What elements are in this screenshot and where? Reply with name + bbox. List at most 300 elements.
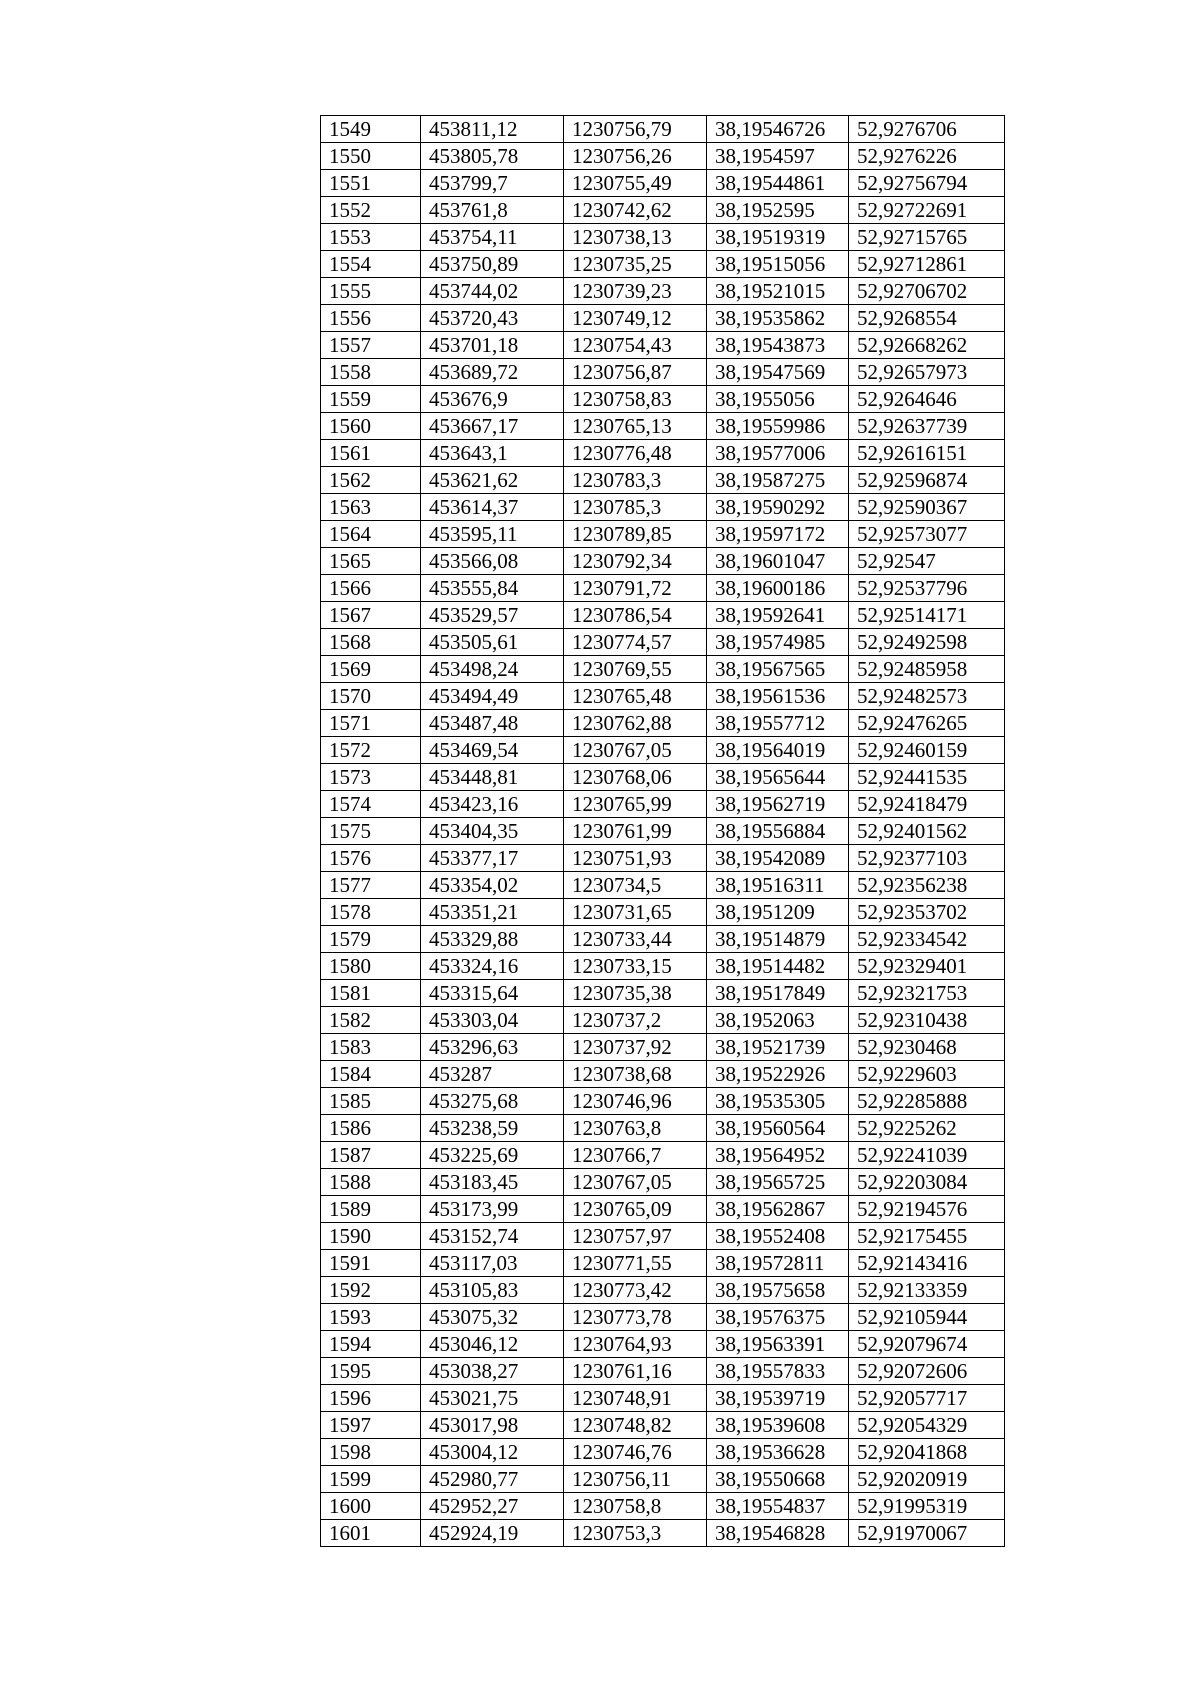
x-coordinate-cell: 453744,02 (421, 278, 564, 305)
longitude-cell: 38,19514879 (707, 926, 849, 953)
table-row (321, 440, 1005, 467)
latitude-cell: 52,92706702 (849, 278, 1005, 305)
point-number-cell: 1583 (321, 1034, 421, 1061)
point-number-cell: 1566 (321, 575, 421, 602)
table-row (321, 143, 1005, 170)
point-number-cell: 1557 (321, 332, 421, 359)
longitude-cell: 38,19557833 (707, 1358, 849, 1385)
longitude-cell: 38,19601047 (707, 548, 849, 575)
latitude-cell: 52,92133359 (849, 1277, 1005, 1304)
point-number-cell: 1594 (321, 1331, 421, 1358)
longitude-cell: 38,19544861 (707, 170, 849, 197)
y-coordinate-cell: 1230734,5 (564, 872, 707, 899)
y-coordinate-cell: 1230748,91 (564, 1385, 707, 1412)
x-coordinate-cell: 453720,43 (421, 305, 564, 332)
y-coordinate-cell: 1230739,23 (564, 278, 707, 305)
latitude-cell: 52,92482573 (849, 683, 1005, 710)
x-coordinate-cell: 453173,99 (421, 1196, 564, 1223)
longitude-cell: 38,19546828 (707, 1520, 849, 1547)
x-coordinate-cell: 453701,18 (421, 332, 564, 359)
table-row (321, 1223, 1005, 1250)
longitude-cell: 38,19557712 (707, 710, 849, 737)
latitude-cell: 52,9229603 (849, 1061, 1005, 1088)
table-row (321, 1412, 1005, 1439)
table-row (321, 1520, 1005, 1547)
longitude-cell: 38,19574985 (707, 629, 849, 656)
x-coordinate-cell: 453075,32 (421, 1304, 564, 1331)
y-coordinate-cell: 1230753,3 (564, 1520, 707, 1547)
latitude-cell: 52,92637739 (849, 413, 1005, 440)
table-row (321, 710, 1005, 737)
x-coordinate-cell: 453555,84 (421, 575, 564, 602)
point-number-cell: 1559 (321, 386, 421, 413)
point-number-cell: 1565 (321, 548, 421, 575)
latitude-cell: 52,92057717 (849, 1385, 1005, 1412)
table-row (321, 1385, 1005, 1412)
longitude-cell: 38,1951209 (707, 899, 849, 926)
table-row (321, 332, 1005, 359)
x-coordinate-cell: 453469,54 (421, 737, 564, 764)
x-coordinate-cell: 453303,04 (421, 1007, 564, 1034)
y-coordinate-cell: 1230758,83 (564, 386, 707, 413)
latitude-cell: 52,92596874 (849, 467, 1005, 494)
y-coordinate-cell: 1230765,09 (564, 1196, 707, 1223)
latitude-cell: 52,92241039 (849, 1142, 1005, 1169)
point-number-cell: 1562 (321, 467, 421, 494)
y-coordinate-cell: 1230731,65 (564, 899, 707, 926)
latitude-cell: 52,92492598 (849, 629, 1005, 656)
table-row (321, 953, 1005, 980)
latitude-cell: 52,92485958 (849, 656, 1005, 683)
x-coordinate-cell: 453377,17 (421, 845, 564, 872)
table-row (321, 521, 1005, 548)
point-number-cell: 1579 (321, 926, 421, 953)
longitude-cell: 38,19564019 (707, 737, 849, 764)
x-coordinate-cell: 452952,27 (421, 1493, 564, 1520)
table-row (321, 575, 1005, 602)
x-coordinate-cell: 453324,16 (421, 953, 564, 980)
y-coordinate-cell: 1230733,44 (564, 926, 707, 953)
table-row (321, 764, 1005, 791)
longitude-cell: 38,19539608 (707, 1412, 849, 1439)
longitude-cell: 38,19577006 (707, 440, 849, 467)
longitude-cell: 38,19516311 (707, 872, 849, 899)
longitude-cell: 38,1954597 (707, 143, 849, 170)
table-row (321, 1142, 1005, 1169)
longitude-cell: 38,1955056 (707, 386, 849, 413)
latitude-cell: 52,92712861 (849, 251, 1005, 278)
longitude-cell: 38,19572811 (707, 1250, 849, 1277)
y-coordinate-cell: 1230746,96 (564, 1088, 707, 1115)
point-number-cell: 1567 (321, 602, 421, 629)
y-coordinate-cell: 1230765,99 (564, 791, 707, 818)
point-number-cell: 1581 (321, 980, 421, 1007)
latitude-cell: 52,92418479 (849, 791, 1005, 818)
x-coordinate-cell: 453498,24 (421, 656, 564, 683)
latitude-cell: 52,92329401 (849, 953, 1005, 980)
x-coordinate-cell: 453448,81 (421, 764, 564, 791)
y-coordinate-cell: 1230761,99 (564, 818, 707, 845)
longitude-cell: 38,19600186 (707, 575, 849, 602)
y-coordinate-cell: 1230773,42 (564, 1277, 707, 1304)
latitude-cell: 52,92105944 (849, 1304, 1005, 1331)
longitude-cell: 38,19561536 (707, 683, 849, 710)
table-row (321, 1007, 1005, 1034)
point-number-cell: 1592 (321, 1277, 421, 1304)
latitude-cell: 52,9225262 (849, 1115, 1005, 1142)
y-coordinate-cell: 1230746,76 (564, 1439, 707, 1466)
point-number-cell: 1600 (321, 1493, 421, 1520)
longitude-cell: 38,1952063 (707, 1007, 849, 1034)
point-number-cell: 1568 (321, 629, 421, 656)
y-coordinate-cell: 1230735,25 (564, 251, 707, 278)
latitude-cell: 52,9276706 (849, 116, 1005, 143)
y-coordinate-cell: 1230771,55 (564, 1250, 707, 1277)
y-coordinate-cell: 1230738,13 (564, 224, 707, 251)
table-row (321, 413, 1005, 440)
point-number-cell: 1555 (321, 278, 421, 305)
x-coordinate-cell: 453038,27 (421, 1358, 564, 1385)
longitude-cell: 38,1952595 (707, 197, 849, 224)
point-number-cell: 1554 (321, 251, 421, 278)
longitude-cell: 38,19563391 (707, 1331, 849, 1358)
table-row (321, 1196, 1005, 1223)
latitude-cell: 52,92547 (849, 548, 1005, 575)
latitude-cell: 52,92377103 (849, 845, 1005, 872)
point-number-cell: 1571 (321, 710, 421, 737)
latitude-cell: 52,92657973 (849, 359, 1005, 386)
longitude-cell: 38,19517849 (707, 980, 849, 1007)
latitude-cell: 52,92616151 (849, 440, 1005, 467)
longitude-cell: 38,19576375 (707, 1304, 849, 1331)
point-number-cell: 1584 (321, 1061, 421, 1088)
y-coordinate-cell: 1230769,55 (564, 656, 707, 683)
coordinates-table-body (321, 116, 1005, 1547)
table-row (321, 845, 1005, 872)
latitude-cell: 52,91970067 (849, 1520, 1005, 1547)
table-row (321, 980, 1005, 1007)
x-coordinate-cell: 453667,17 (421, 413, 564, 440)
table-row (321, 1466, 1005, 1493)
y-coordinate-cell: 1230738,68 (564, 1061, 707, 1088)
x-coordinate-cell: 453614,37 (421, 494, 564, 521)
latitude-cell: 52,92590367 (849, 494, 1005, 521)
table-row (321, 683, 1005, 710)
latitude-cell: 52,92353702 (849, 899, 1005, 926)
longitude-cell: 38,19556884 (707, 818, 849, 845)
table-row (321, 656, 1005, 683)
table-row (321, 1034, 1005, 1061)
y-coordinate-cell: 1230767,05 (564, 737, 707, 764)
table-row (321, 251, 1005, 278)
latitude-cell: 52,92285888 (849, 1088, 1005, 1115)
y-coordinate-cell: 1230774,57 (564, 629, 707, 656)
y-coordinate-cell: 1230764,93 (564, 1331, 707, 1358)
longitude-cell: 38,19521015 (707, 278, 849, 305)
table-row (321, 818, 1005, 845)
latitude-cell: 52,92321753 (849, 980, 1005, 1007)
x-coordinate-cell: 453754,11 (421, 224, 564, 251)
table-row (321, 197, 1005, 224)
y-coordinate-cell: 1230776,48 (564, 440, 707, 467)
latitude-cell: 52,92334542 (849, 926, 1005, 953)
latitude-cell: 52,92020919 (849, 1466, 1005, 1493)
x-coordinate-cell: 453505,61 (421, 629, 564, 656)
latitude-cell: 52,9230468 (849, 1034, 1005, 1061)
point-number-cell: 1573 (321, 764, 421, 791)
point-number-cell: 1560 (321, 413, 421, 440)
y-coordinate-cell: 1230757,97 (564, 1223, 707, 1250)
longitude-cell: 38,19521739 (707, 1034, 849, 1061)
y-coordinate-cell: 1230749,12 (564, 305, 707, 332)
point-number-cell: 1572 (321, 737, 421, 764)
point-number-cell: 1552 (321, 197, 421, 224)
longitude-cell: 38,19514482 (707, 953, 849, 980)
longitude-cell: 38,19522926 (707, 1061, 849, 1088)
y-coordinate-cell: 1230783,3 (564, 467, 707, 494)
longitude-cell: 38,19543873 (707, 332, 849, 359)
longitude-cell: 38,19562719 (707, 791, 849, 818)
y-coordinate-cell: 1230756,87 (564, 359, 707, 386)
latitude-cell: 52,92476265 (849, 710, 1005, 737)
latitude-cell: 52,92441535 (849, 764, 1005, 791)
table-row (321, 899, 1005, 926)
table-row (321, 1115, 1005, 1142)
table-row (321, 1169, 1005, 1196)
y-coordinate-cell: 1230765,13 (564, 413, 707, 440)
table-row (321, 224, 1005, 251)
x-coordinate-cell: 453021,75 (421, 1385, 564, 1412)
longitude-cell: 38,19592641 (707, 602, 849, 629)
longitude-cell: 38,19590292 (707, 494, 849, 521)
longitude-cell: 38,19515056 (707, 251, 849, 278)
longitude-cell: 38,19559986 (707, 413, 849, 440)
point-number-cell: 1551 (321, 170, 421, 197)
latitude-cell: 52,92203084 (849, 1169, 1005, 1196)
table-row (321, 872, 1005, 899)
y-coordinate-cell: 1230792,34 (564, 548, 707, 575)
table-row (321, 386, 1005, 413)
y-coordinate-cell: 1230761,16 (564, 1358, 707, 1385)
x-coordinate-cell: 453487,48 (421, 710, 564, 737)
latitude-cell: 52,92079674 (849, 1331, 1005, 1358)
point-number-cell: 1578 (321, 899, 421, 926)
point-number-cell: 1563 (321, 494, 421, 521)
point-number-cell: 1591 (321, 1250, 421, 1277)
table-row (321, 602, 1005, 629)
longitude-cell: 38,19542089 (707, 845, 849, 872)
y-coordinate-cell: 1230758,8 (564, 1493, 707, 1520)
longitude-cell: 38,19565725 (707, 1169, 849, 1196)
longitude-cell: 38,19519319 (707, 224, 849, 251)
x-coordinate-cell: 453423,16 (421, 791, 564, 818)
point-number-cell: 1596 (321, 1385, 421, 1412)
y-coordinate-cell: 1230737,2 (564, 1007, 707, 1034)
point-number-cell: 1586 (321, 1115, 421, 1142)
latitude-cell: 52,92143416 (849, 1250, 1005, 1277)
x-coordinate-cell: 453676,9 (421, 386, 564, 413)
latitude-cell: 52,92537796 (849, 575, 1005, 602)
y-coordinate-cell: 1230756,79 (564, 116, 707, 143)
longitude-cell: 38,19587275 (707, 467, 849, 494)
point-number-cell: 1549 (321, 116, 421, 143)
latitude-cell: 52,9264646 (849, 386, 1005, 413)
table-row (321, 1061, 1005, 1088)
latitude-cell: 52,92041868 (849, 1439, 1005, 1466)
y-coordinate-cell: 1230762,88 (564, 710, 707, 737)
point-number-cell: 1569 (321, 656, 421, 683)
x-coordinate-cell: 453004,12 (421, 1439, 564, 1466)
y-coordinate-cell: 1230766,7 (564, 1142, 707, 1169)
x-coordinate-cell: 453183,45 (421, 1169, 564, 1196)
x-coordinate-cell: 453689,72 (421, 359, 564, 386)
point-number-cell: 1577 (321, 872, 421, 899)
table-row (321, 1439, 1005, 1466)
x-coordinate-cell: 453315,64 (421, 980, 564, 1007)
x-coordinate-cell: 453351,21 (421, 899, 564, 926)
longitude-cell: 38,19567565 (707, 656, 849, 683)
x-coordinate-cell: 453287 (421, 1061, 564, 1088)
longitude-cell: 38,19536628 (707, 1439, 849, 1466)
y-coordinate-cell: 1230748,82 (564, 1412, 707, 1439)
longitude-cell: 38,19597172 (707, 521, 849, 548)
point-number-cell: 1587 (321, 1142, 421, 1169)
x-coordinate-cell: 453494,49 (421, 683, 564, 710)
latitude-cell: 52,92175455 (849, 1223, 1005, 1250)
table-row (321, 791, 1005, 818)
point-number-cell: 1585 (321, 1088, 421, 1115)
y-coordinate-cell: 1230767,05 (564, 1169, 707, 1196)
longitude-cell: 38,19535862 (707, 305, 849, 332)
point-number-cell: 1597 (321, 1412, 421, 1439)
latitude-cell: 52,92573077 (849, 521, 1005, 548)
table-row (321, 359, 1005, 386)
y-coordinate-cell: 1230756,11 (564, 1466, 707, 1493)
y-coordinate-cell: 1230791,72 (564, 575, 707, 602)
point-number-cell: 1561 (321, 440, 421, 467)
latitude-cell: 52,92460159 (849, 737, 1005, 764)
y-coordinate-cell: 1230756,26 (564, 143, 707, 170)
longitude-cell: 38,19539719 (707, 1385, 849, 1412)
point-number-cell: 1593 (321, 1304, 421, 1331)
latitude-cell: 52,91995319 (849, 1493, 1005, 1520)
y-coordinate-cell: 1230785,3 (564, 494, 707, 521)
table-row (321, 1493, 1005, 1520)
x-coordinate-cell: 453046,12 (421, 1331, 564, 1358)
x-coordinate-cell: 453238,59 (421, 1115, 564, 1142)
longitude-cell: 38,19560564 (707, 1115, 849, 1142)
y-coordinate-cell: 1230755,49 (564, 170, 707, 197)
longitude-cell: 38,19554837 (707, 1493, 849, 1520)
latitude-cell: 52,92054329 (849, 1412, 1005, 1439)
y-coordinate-cell: 1230737,92 (564, 1034, 707, 1061)
point-number-cell: 1570 (321, 683, 421, 710)
x-coordinate-cell: 452980,77 (421, 1466, 564, 1493)
x-coordinate-cell: 453799,7 (421, 170, 564, 197)
longitude-cell: 38,19562867 (707, 1196, 849, 1223)
longitude-cell: 38,19552408 (707, 1223, 849, 1250)
longitude-cell: 38,19535305 (707, 1088, 849, 1115)
x-coordinate-cell: 453117,03 (421, 1250, 564, 1277)
table-row (321, 1277, 1005, 1304)
point-number-cell: 1590 (321, 1223, 421, 1250)
longitude-cell: 38,19550668 (707, 1466, 849, 1493)
table-row (321, 467, 1005, 494)
x-coordinate-cell: 453621,62 (421, 467, 564, 494)
y-coordinate-cell: 1230735,38 (564, 980, 707, 1007)
latitude-cell: 52,92722691 (849, 197, 1005, 224)
point-number-cell: 1558 (321, 359, 421, 386)
longitude-cell: 38,19547569 (707, 359, 849, 386)
point-number-cell: 1589 (321, 1196, 421, 1223)
point-number-cell: 1575 (321, 818, 421, 845)
y-coordinate-cell: 1230765,48 (564, 683, 707, 710)
table-row (321, 1358, 1005, 1385)
x-coordinate-cell: 453805,78 (421, 143, 564, 170)
table-row (321, 116, 1005, 143)
point-number-cell: 1576 (321, 845, 421, 872)
x-coordinate-cell: 453643,1 (421, 440, 564, 467)
x-coordinate-cell: 453354,02 (421, 872, 564, 899)
x-coordinate-cell: 453152,74 (421, 1223, 564, 1250)
y-coordinate-cell: 1230763,8 (564, 1115, 707, 1142)
x-coordinate-cell: 453595,11 (421, 521, 564, 548)
longitude-cell: 38,19564952 (707, 1142, 849, 1169)
longitude-cell: 38,19565644 (707, 764, 849, 791)
x-coordinate-cell: 453296,63 (421, 1034, 564, 1061)
point-number-cell: 1580 (321, 953, 421, 980)
latitude-cell: 52,92756794 (849, 170, 1005, 197)
point-number-cell: 1582 (321, 1007, 421, 1034)
table-row (321, 494, 1005, 521)
table-row (321, 629, 1005, 656)
latitude-cell: 52,92356238 (849, 872, 1005, 899)
x-coordinate-cell: 452924,19 (421, 1520, 564, 1547)
point-number-cell: 1588 (321, 1169, 421, 1196)
x-coordinate-cell: 453017,98 (421, 1412, 564, 1439)
latitude-cell: 52,92401562 (849, 818, 1005, 845)
latitude-cell: 52,92310438 (849, 1007, 1005, 1034)
x-coordinate-cell: 453529,57 (421, 602, 564, 629)
latitude-cell: 52,9268554 (849, 305, 1005, 332)
y-coordinate-cell: 1230742,62 (564, 197, 707, 224)
table-row (321, 737, 1005, 764)
x-coordinate-cell: 453404,35 (421, 818, 564, 845)
point-number-cell: 1599 (321, 1466, 421, 1493)
latitude-cell: 52,9276226 (849, 143, 1005, 170)
point-number-cell: 1601 (321, 1520, 421, 1547)
table-row (321, 278, 1005, 305)
table-row (321, 548, 1005, 575)
x-coordinate-cell: 453105,83 (421, 1277, 564, 1304)
latitude-cell: 52,92194576 (849, 1196, 1005, 1223)
table-row (321, 170, 1005, 197)
y-coordinate-cell: 1230773,78 (564, 1304, 707, 1331)
point-number-cell: 1550 (321, 143, 421, 170)
latitude-cell: 52,92668262 (849, 332, 1005, 359)
point-number-cell: 1556 (321, 305, 421, 332)
x-coordinate-cell: 453811,12 (421, 116, 564, 143)
latitude-cell: 52,92715765 (849, 224, 1005, 251)
latitude-cell: 52,92072606 (849, 1358, 1005, 1385)
table-row (321, 1304, 1005, 1331)
point-number-cell: 1598 (321, 1439, 421, 1466)
x-coordinate-cell: 453329,88 (421, 926, 564, 953)
y-coordinate-cell: 1230733,15 (564, 953, 707, 980)
table-row (321, 1250, 1005, 1277)
x-coordinate-cell: 453761,8 (421, 197, 564, 224)
point-number-cell: 1553 (321, 224, 421, 251)
